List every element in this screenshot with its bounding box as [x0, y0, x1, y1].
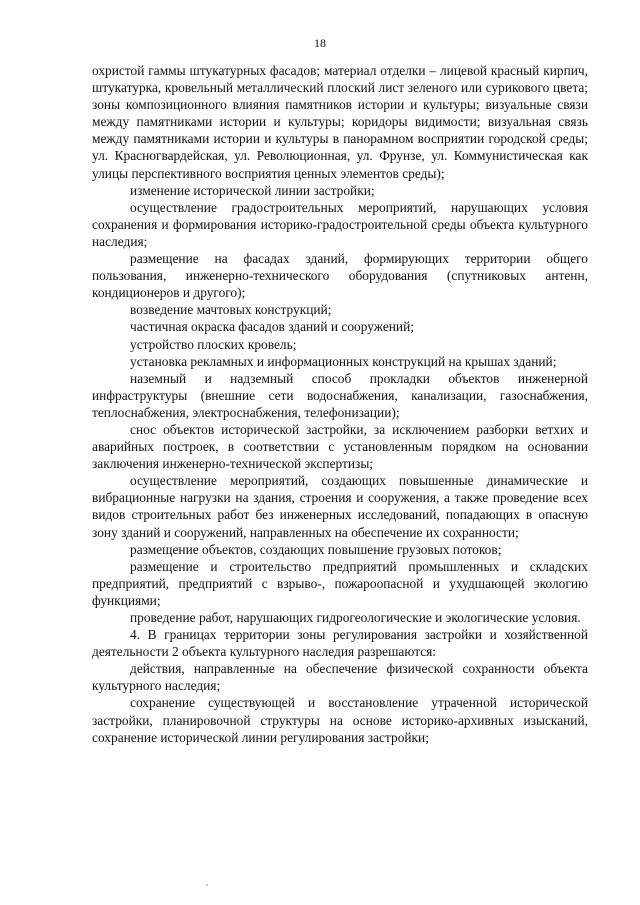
paragraph: установка рекламных и информационных конструкций на крышах зданий; [130, 353, 557, 369]
paragraph: наземный и надземный способ прокладки объектов инженерной инфраструктуры (внешние сети водоснабжения, канализации, газоснабжения, теплоснабжения, электроснабжения, телефонизации); [92, 370, 588, 420]
paragraph: сохранение существующей и восстановление утраченной исторической застройки, планировочной структуры на основе историко-архивных изысканий, сохранение исторической линии регулирования застройки; [92, 695, 588, 745]
scan-artifact [206, 884, 208, 886]
paragraph: проведение работ, нарушающих гидрогеологические и экологические условия. [130, 610, 581, 625]
paragraph: снос объектов исторической застройки, за исключением разборки ветхих и аварийных построек, в соответствии с установленным порядком на основании заключения инженерно-технической экспертизы; [92, 421, 588, 472]
paragraph: частичная окраска фасадов зданий и сооружений; [130, 319, 414, 335]
paragraph-continuation: охристой гаммы штукатурных фасадов; материал отделки – лицевой красный кирпич, штукатурка, кровельный металлический плоский лист зеленого или сурикового цвета; зоны композиционного влияния памятников истории и культуры; визуальные связи между памятниками истории и культуры; коридоры видимости; визуальная связь между памятниками истории и культуры в панорамном восприятии городской среды; ул. Красногвардейская, ул. Революционная, ул. Фрунзе, ул. Коммунистическая как улицы перспективного восприятия ценных элементов среды); [92, 63, 588, 181]
paragraph: действия, направленные на обеспечение физической сохранности объекта культурного наследия; [92, 661, 588, 694]
paragraph: размещение объектов, создающих повышение грузовых потоков; [130, 541, 502, 557]
paragraph: размещение на фасадах зданий, формирующих территории общего пользования, инженерно-технического оборудования (спутниковых антенн, кондиционеров и другого); [92, 251, 588, 301]
section-heading-paragraph: 4. В границах территории зоны регулирования застройки и хозяйственной деятельности 2 объекта культурного наследия разрешаются: [92, 627, 588, 660]
paragraph: размещение и строительство предприятий промышленных и складских предприятий, предприятий с взрыво-, пожароопасной и ухудшающей экологию функциями; [92, 558, 588, 608]
paragraph: устройство плоских кровель; [130, 336, 297, 352]
paragraph: возведение мачтовых конструкций; [130, 302, 332, 318]
paragraph: изменение исторической линии застройки; [130, 182, 375, 198]
page-number: 18 [314, 36, 326, 50]
document-body [92, 62, 588, 746]
paragraph: осуществление мероприятий, создающих повышенные динамические и вибрационные нагрузки на здания, строения и сооружения, а также проведение всех видов строительных работ без инженерных исследований, попадающих в опасную зону зданий и сооружений, направленных на обеспечение их сохранности; [92, 473, 588, 540]
paragraph: осуществление градостроительных мероприятий, нарушающих условия сохранения и формирования историко-градостроительной среды объекта культурного наследия; [92, 199, 588, 249]
